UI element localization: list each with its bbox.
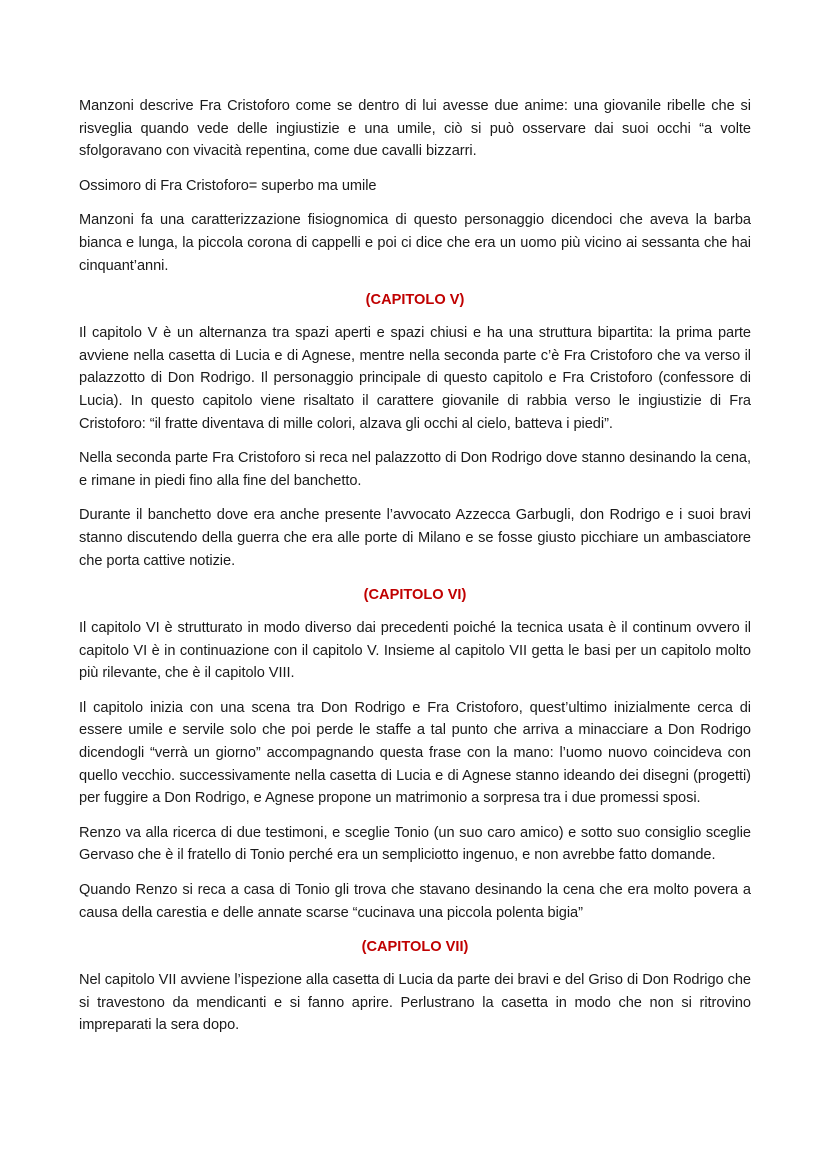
- paragraph-capitolo-vi-testimoni: Renzo va alla ricerca di due testimoni, e sceglie Tonio (un suo caro amico) e sotto suo consiglio sceglie Gervaso che è il fratello di Tonio perché era un sempliciotto ingenuo, e non avrebbe fatto domande.: [79, 824, 751, 864]
- paragraph-capitolo-vi-scena: Il capitolo inizia con una scena tra Don Rodrigo e Fra Cristoforo, quest’ultimo inizialmente cerca di essere umile e servile solo che poi perde le staffe a tal punto che arriva a minacciare a Don Rodrigo dicendogli “verrà un giorno” accompagnando questa frase con la mano: l’uomo nuovo coincideva con quello vecchio. successivamente nella casetta di Lucia e di Agnese stanno ideando dei disegni (progetti) per fuggire a Don Rodrigo, e Agnese propone un matrimonio a sorpresa tra i due promessi sposi.: [79, 699, 751, 807]
- paragraph-capitolo-v-seconda-parte: Nella seconda parte Fra Cristoforo si reca nel palazzotto di Don Rodrigo dove stanno desinando la cena, e rimane in piedi fino alla fine del banchetto.: [79, 450, 751, 489]
- paragraph-capitolo-v-banchetto: Durante il banchetto dove era anche presente l’avvocato Azzecca Garbugli, don Rodrigo e i suoi bravi stanno discutendo della guerra che era alle porte di Milano e se fosse giusto picchiare un ambasciatore che porta cattive notizie.: [79, 507, 751, 569]
- paragraph-ossimoro: Ossimoro di Fra Cristoforo= superbo ma umile: [79, 177, 377, 194]
- paragraph-intro-fra-cristoforo: Manzoni descrive Fra Cristoforo come se dentro di lui avesse due anime: una giovanile ribelle che si risveglia quando vede delle ingiustizie e una umile, ciò si può osservare dai suoi occhi “a volte sfolgoravano con vivacità repentina, come due cavalli bizzarri.: [79, 98, 751, 160]
- paragraph-capitolo-v-struttura: Il capitolo V è un alternanza tra spazi aperti e spazi chiusi e ha una struttura bipartita: la prima parte avviene nella casetta di Lucia e di Agnese, mentre nella seconda parte c’è Fra Cristoforo che va verso il palazzotto di Don Rodrigo. Il personaggio principale di questo capitolo e Fra Cristoforo (confessore di Lucia). In questo capitolo viene risaltato il carattere giovanile di rabbia verso le ingiustizie di Fra Cristoforo: “il fratte diventava di mille colori, alzava gli occhi al cielo, batteva i piedi”.: [79, 325, 751, 432]
- paragraph-capitolo-vi-struttura: Il capitolo VI è strutturato in modo diverso dai precedenti poiché la tecnica usata è il continum ovvero il capitolo VI è in continuazione con il capitolo V. Insieme al capitolo VII getta le basi per un capitolo molto più rilevante, che è il capitolo VIII.: [79, 620, 751, 682]
- document-page: [79, 95, 751, 1049]
- paragraph-capitolo-vi-tonio: Quando Renzo si reca a casa di Tonio gli trova che stavano desinando la cena che era molto povera a causa della carestia e delle annate scarse “cucinava una piccola polenta bigia”: [79, 882, 751, 921]
- paragraph-fisiognomica: Manzoni fa una caratterizzazione fisiognomica di questo personaggio dicendoci che aveva la barba bianca e lunga, la piccola corona di cappelli e poi ci dice che era un uomo più vicino ai sessanta che hai cinquant’anni.: [79, 212, 751, 274]
- chapter-heading-v: (CAPITOLO V): [365, 292, 465, 309]
- chapter-heading-vi: (CAPITOLO VI): [363, 587, 467, 604]
- paragraph-capitolo-vii-ispezione: Nel capitolo VII avviene l’ispezione alla casetta di Lucia da parte dei bravi e del Griso di Don Rodrigo che si travestono da mendicanti e si fanno aprire. Perlustrano la casetta in modo che non si ritrovino impreparati la sera dopo.: [79, 972, 751, 1034]
- chapter-heading-vii: (CAPITOLO VII): [361, 939, 469, 956]
